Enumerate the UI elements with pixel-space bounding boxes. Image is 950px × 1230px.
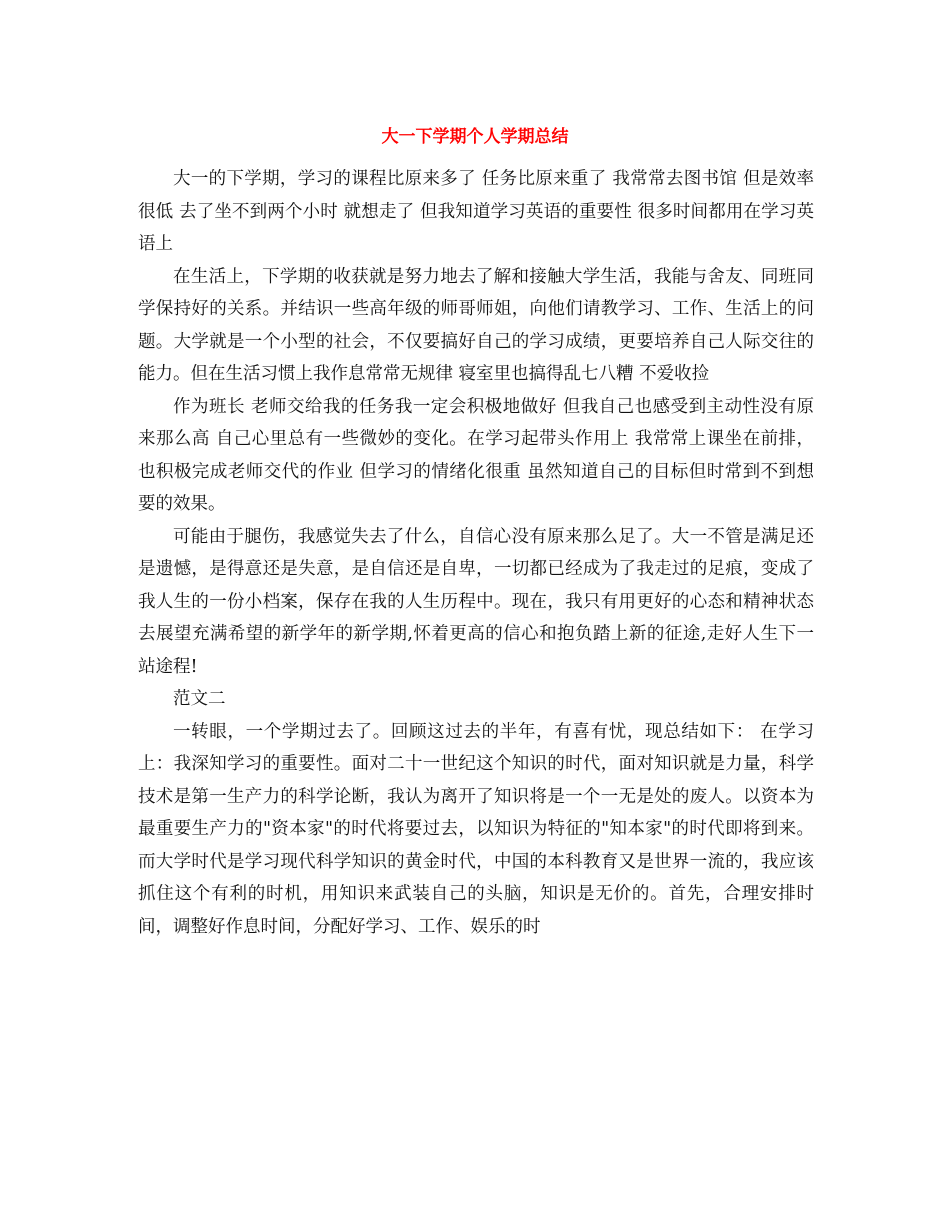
- paragraph-monitor: 作为班长 老师交给我的任务我一定会积极地做好 但我自己也感受到主动性没有原来那么高 自己心里总有一些微妙的变化。在学习起带头作用上 我常常上课坐在前排，也积极完成老师交代的作业 但学习的情绪化很重 虽然知道自己的目标但时常到不到想要的效果。: [138, 396, 814, 514]
- paragraph-sample-two: 一转眼，一个学期过去了。回顾这过去的半年，有喜有忧，现总结如下： 在学习上：我深知学习的重要性。面对二十一世纪这个知识的时代，面对知识就是力量，科学技术是第一生产力的科学论断，我认为离开了知识将是一个一无是处的废人。以资本为最重要生产力的"资本家"的时代将要过去，以知识为特征的"知本家"的时代即将到来。而大学时代是学习现代科学知识的黄金时代，中国的本科教育又是世界一流的，我应该抓住这个有利的时机，用知识来武装自己的头脑，知识是无价的。首先，合理安排时间，调整好作息时间，分配好学习、工作、娱乐的时: [138, 721, 814, 937]
- paragraph-study: 大一的下学期，学习的课程比原来多了 任务比原来重了 我常常去图书馆 但是效率很低 去了坐不到两个小时 就想走了 但我知道学习英语的重要性 很多时间都用在学习英语上: [138, 169, 814, 254]
- paragraph-sample-heading: 范文二: [173, 689, 226, 709]
- paragraph-life: 在生活上，下学期的收获就是努力地去了解和接触大学生活，我能与舍友、同班同学保持好的关系。并结识一些高年级的师哥师姐，向他们请教学习、工作、生活上的问题。大学就是一个小型的社会，不仅要搞好自己的学习成绩，更要培养自己人际交往的能力。但在生活习惯上我作息常常无规律 寝室里也搞得乱七八糟 不爱收捡: [138, 266, 814, 384]
- document-title: 大一下学期个人学期总结: [381, 127, 569, 147]
- paragraph-reflection: 可能由于腿伤，我感觉失去了什么，自信心没有原来那么足了。大一不管是满足还是遗憾，是得意还是失意，是自信还是自卑，一切都已经成为了我走过的足痕，变成了我人生的一份小档案，保存在我的人生历程中。现在，我只有用更好的心态和精神状态去展望充满希望的新学年的新学期,怀着更高的信心和抱负踏上新的征途,走好人生下一站途程!: [138, 526, 814, 677]
- document-body: [138, 163, 814, 943]
